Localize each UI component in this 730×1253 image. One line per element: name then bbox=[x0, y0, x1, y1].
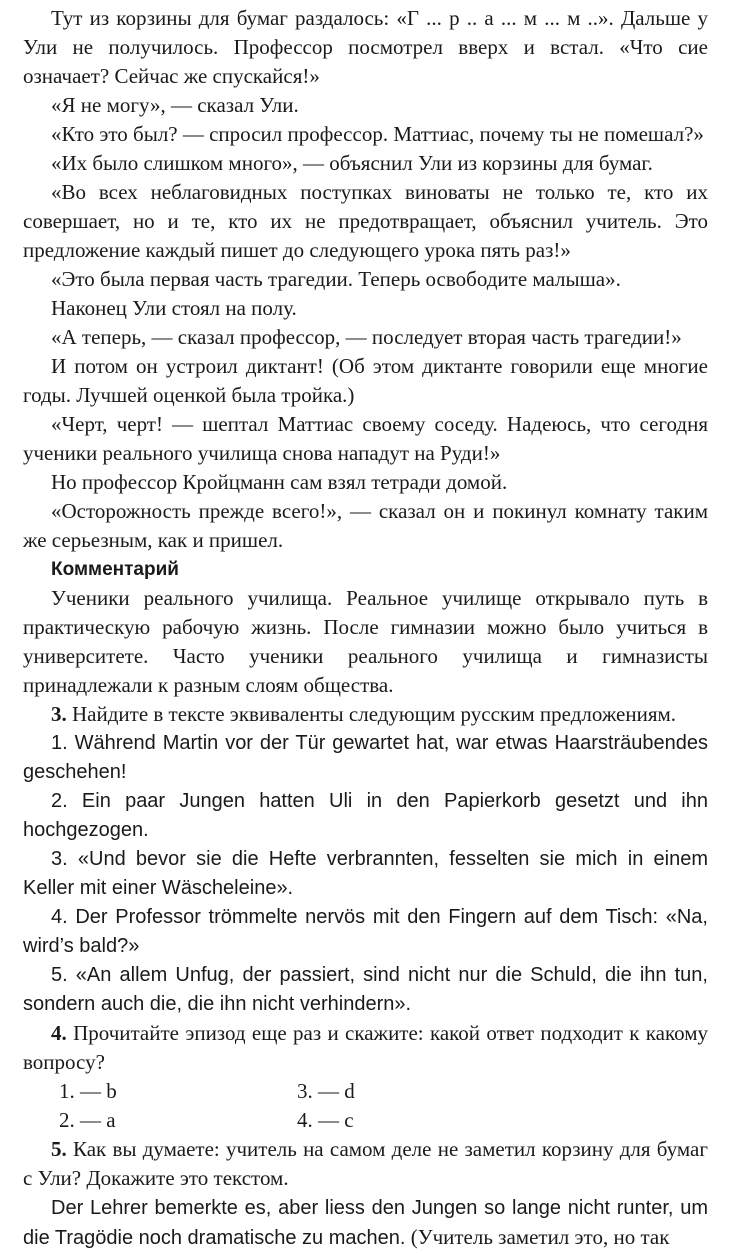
task-3-item: 5. «An allem Unfug, der passiert, sind nicht nur die Schuld, die ihn tun, sondern auch die, die ihn nicht verhindern». bbox=[23, 964, 708, 1015]
task-5-instruction bbox=[23, 1135, 708, 1193]
paragraph: «Их было слишком много», — объяснил Ули из корзины для бумаг. bbox=[51, 151, 653, 175]
answer: 1. — b bbox=[59, 1079, 117, 1103]
paragraph: Но профессор Кройцманн сам взял тетради домой. bbox=[51, 470, 508, 494]
answer-russian: (Учитель заметил это, но так bbox=[410, 1225, 670, 1249]
answer: 2. — a bbox=[59, 1108, 116, 1132]
paragraph: «Во всех неблаговидных поступках виноваты не только те, кто их совершает, но и те, кто их не предотвращает, объяснил учитель. Это предложение каждый пишет до следующего урока пять раз!» bbox=[23, 180, 708, 262]
task-number: 3. bbox=[51, 702, 67, 726]
paragraph: «Черт, черт! — шептал Маттиас своему соседу. Надеюсь, что сегодня ученики реального училища снова нападут на Руди!» bbox=[23, 412, 708, 465]
commentary-heading: Комментарий bbox=[51, 559, 179, 580]
commentary-text: Ученики реального училища. Реальное училище открывало путь в практическую рабочую жизнь. После гимназии можно было учиться в университете. Часто ученики реального училища и гимназисты принадлежали к разным слоям общества. bbox=[23, 586, 708, 697]
task-5-answer bbox=[23, 1193, 708, 1253]
answer-german: Der Lehrer bemerkte es, aber liess den Jungen so lange nicht runter, um die Tragödie noch dramatische zu machen. bbox=[23, 1197, 708, 1249]
answer: 4. — c bbox=[297, 1108, 354, 1132]
task-3-item: 4. Der Professor trömmelte nervös mit den Fingern auf dem Tisch: «Na, wird’s bald?» bbox=[23, 906, 708, 957]
answer-row bbox=[59, 1077, 708, 1106]
task-3-item: 1. Während Martin vor der Tür gewartet hat, war etwas Haarsträubendes geschehen! bbox=[23, 732, 708, 783]
paragraph: Наконец Ули стоял на полу. bbox=[51, 296, 297, 320]
task-instruction: Найдите в тексте эквиваленты следующим русским предложениям. bbox=[72, 702, 677, 726]
task-3-item: 2. Ein paar Jungen hatten Uli in den Papierkorb gesetzt und ihn hochgezogen. bbox=[23, 790, 708, 841]
task-3-item: 3. «Und bevor sie die Hefte verbrannten, fesselten sie mich in einem Keller mit einer Wäscheleine». bbox=[23, 848, 708, 899]
paragraph: Тут из корзины для бумаг раздалось: «Г ... р .. а ... м ... м ..». Дальше у Ули не получилось. Профессор посмотрел вверх и встал. «Что сие означает? Сейчас же спускайся!» bbox=[23, 6, 708, 88]
task-number: 4. bbox=[51, 1021, 67, 1045]
answer-row bbox=[59, 1106, 708, 1135]
paragraph: «А теперь, — сказал профессор, — последует вторая часть трагедии!» bbox=[51, 325, 682, 349]
task-instruction: Как вы думаете: учитель на самом деле не заметил корзину для бумаг с Ули? Докажите это текстом. bbox=[23, 1137, 708, 1190]
paragraph: «Я не могу», — сказал Ули. bbox=[51, 93, 299, 117]
paragraph: «Кто это был? — спросил профессор. Маттиас, почему ты не помешал?» bbox=[51, 122, 704, 146]
answer: 3. — d bbox=[297, 1079, 355, 1103]
task-instruction: Прочитайте эпизод еще раз и скажите: какой ответ подходит к какому вопросу? bbox=[23, 1021, 708, 1074]
task-3-instruction bbox=[23, 700, 708, 729]
task-number: 5. bbox=[51, 1137, 67, 1161]
paragraph: «Это была первая часть трагедии. Теперь освободите малыша». bbox=[51, 267, 621, 291]
paragraph: «Осторожность прежде всего!», — сказал он и покинул комнату таким же серьезным, как и пришел. bbox=[23, 499, 708, 552]
task-4-instruction bbox=[23, 1019, 708, 1077]
paragraph: И потом он устроил диктант! (Об этом диктанте говорили еще многие годы. Лучшей оценкой была тройка.) bbox=[23, 354, 708, 407]
